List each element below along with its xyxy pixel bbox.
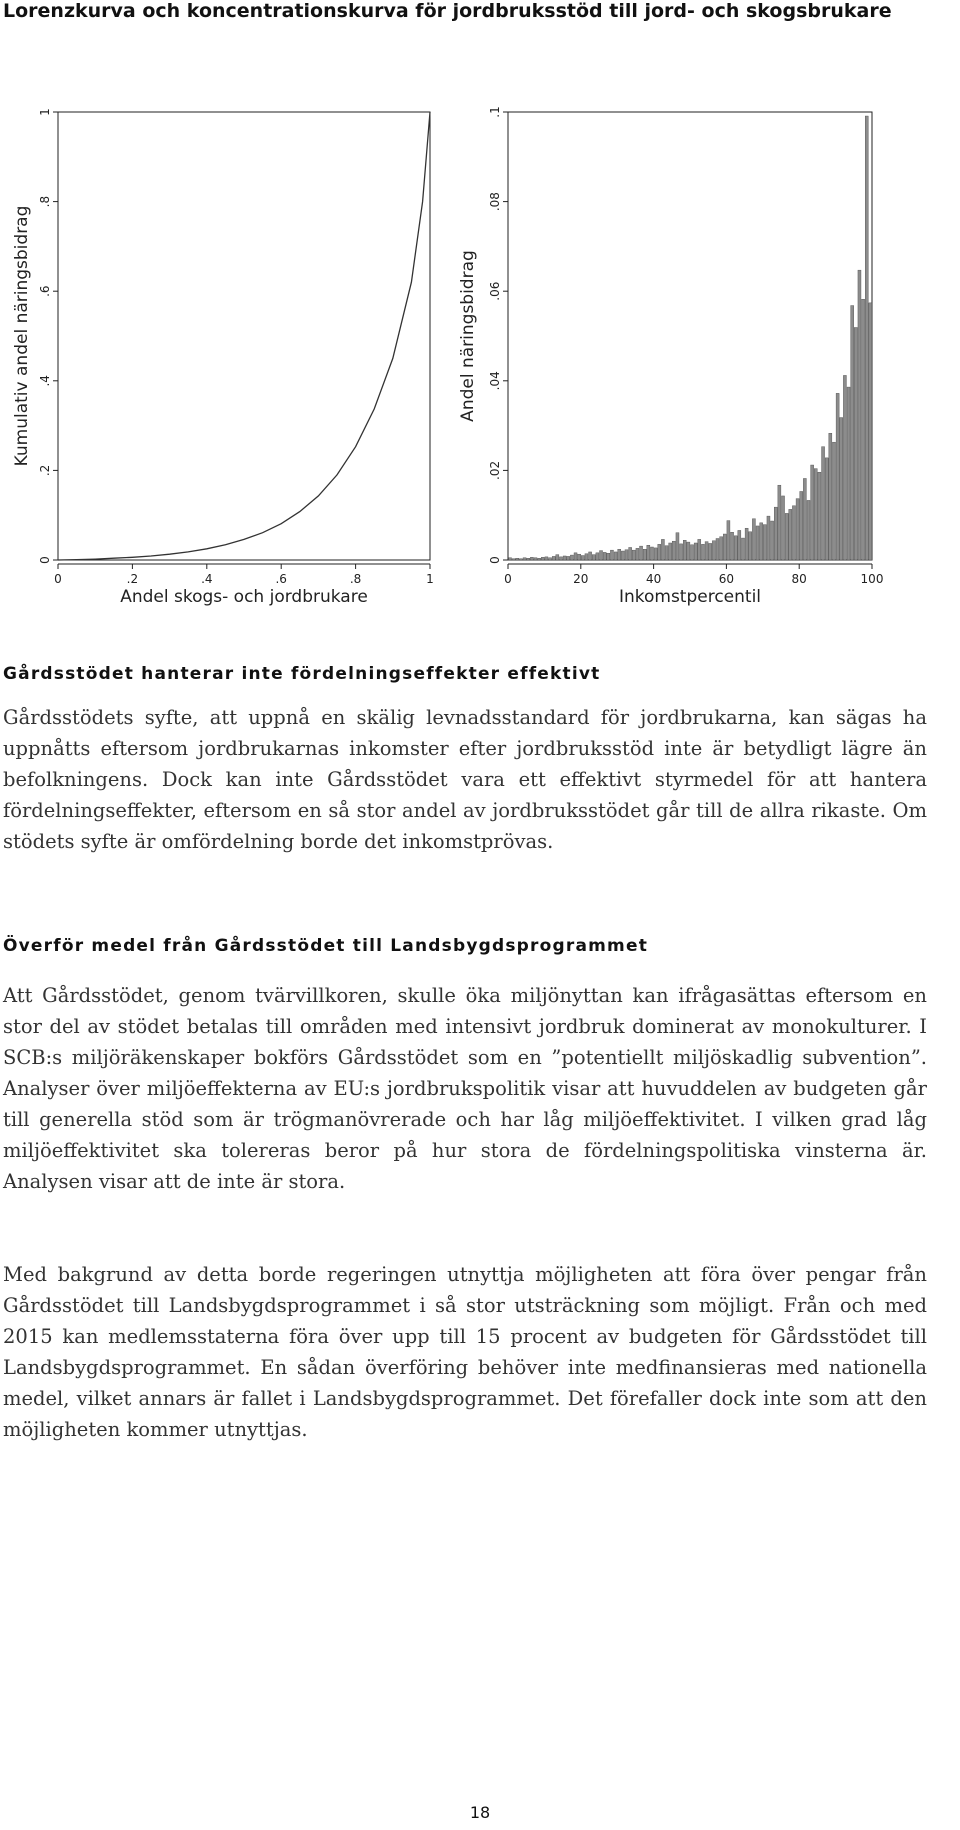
- concentration-x-tick-label: 20: [573, 572, 589, 586]
- concentration-bar: [869, 303, 872, 560]
- concentration-bar: [851, 306, 854, 560]
- concentration-x-tick-label: 80: [791, 572, 807, 586]
- concentration-bar: [822, 447, 825, 560]
- concentration-bar: [847, 387, 850, 560]
- concentration-bar: [814, 469, 817, 560]
- lorenz-y-tick-label: .6: [38, 285, 52, 297]
- concentration-bar: [701, 544, 704, 560]
- concentration-x-tick-label: 40: [645, 572, 662, 586]
- concentration-bar: [585, 554, 588, 560]
- lorenz-x-axis-title: Andel skogs- och jordbrukare: [120, 587, 368, 607]
- concentration-bar: [807, 500, 810, 560]
- lorenz-curve-line: [58, 112, 430, 560]
- concentration-bar: [592, 555, 595, 560]
- concentration-bar: [676, 533, 679, 560]
- lorenz-y-axis-title: Kumulativ andel näringsbidrag: [12, 205, 32, 467]
- concentration-bar: [778, 485, 781, 560]
- concentration-bar: [618, 549, 621, 560]
- concentration-bar: [691, 545, 694, 560]
- concentration-bar: [589, 552, 592, 560]
- section-heading-distribution: Gårdsstödet hanterar inte fördelningseffekter effektivt: [3, 664, 601, 684]
- concentration-bar: [858, 270, 861, 560]
- lorenz-y-tick-label: 0: [38, 556, 52, 564]
- concentration-bar: [792, 506, 795, 560]
- section-heading-transfer: Överför medel från Gårdsstödet till Landsbygdsprogrammet: [3, 936, 649, 956]
- concentration-bar: [803, 478, 806, 560]
- concentration-bar: [731, 532, 734, 560]
- concentration-bar: [621, 551, 624, 560]
- concentration-bar: [749, 532, 752, 560]
- concentration-bar: [574, 553, 577, 560]
- concentration-bar: [680, 544, 683, 560]
- concentration-x-tick-label: 60: [718, 572, 735, 586]
- concentration-bar: [836, 393, 839, 560]
- concentration-bar: [771, 521, 774, 560]
- lorenz-x-tick-label: .8: [349, 572, 362, 586]
- paragraph-recommendation: Med bakgrund av detta borde regeringen utnyttja möjligheten att föra över pengar från Gårdsstödet till Landsbygdsprogrammet i så stor utsträckning som möjligt. Från och med 2015 kan medlemsstaterna föra över upp till 15 procent av budgeten för Gårdsstödet till Landsbygdsprogrammet. En sådan överföring behöver inte medfinansieras med nationella medel, vilket annars är fallet i Landsbygdsprogrammet. Det förefaller dock inte som att den möjligheten kommer utnyttjas.: [3, 1263, 927, 1441]
- concentration-bar: [650, 547, 653, 560]
- concentration-bar: [581, 556, 584, 560]
- concentration-bar: [720, 537, 723, 560]
- concentration-bar: [640, 546, 643, 560]
- concentration-bar: [811, 465, 814, 560]
- concentration-bar: [752, 519, 755, 560]
- concentration-bar: [818, 472, 821, 560]
- concentration-bar: [825, 458, 828, 560]
- concentration-bar: [665, 546, 668, 560]
- concentration-bar: [600, 551, 603, 560]
- concentration-x-tick-label: 100: [860, 572, 884, 586]
- paragraph-distribution: Gårdsstödets syfte, att uppnå en skälig levnadsstandard för jordbrukarna, kan sägas ha uppnåtts eftersom jordbrukarnas inkomster efter jordbruksstöd inte är betydligt lägre än befolkningens. Dock kan inte Gårdsstödet vara ett effektivt styrmedel för att hantera fördelningseffekter, eftersom en så stor andel av jordbruksstödet går till de allra rikaste. Om stödets syfte är omfördelning borde det inkomstprövas.: [3, 706, 927, 853]
- concentration-bar: [774, 507, 777, 560]
- lorenz-y-tick-label: .2: [38, 464, 52, 477]
- concentration-bar: [741, 538, 744, 560]
- figure-title: Lorenzkurva och koncentrationskurva för jordbruksstöd till jord- och skogsbrukare: [3, 0, 892, 22]
- lorenz-plot-frame: [58, 112, 430, 560]
- concentration-bar: [800, 491, 803, 560]
- concentration-bar: [629, 547, 632, 560]
- lorenz-x-tick-label: .6: [275, 572, 287, 586]
- figures: [0, 96, 900, 616]
- concentration-bar: [789, 509, 792, 560]
- concentration-bar: [516, 558, 519, 560]
- concentration-bar: [705, 542, 708, 560]
- concentration-bar: [610, 550, 613, 560]
- concentration-y-tick-label: .06: [488, 281, 502, 301]
- concentration-bar: [683, 540, 686, 560]
- concentration-bar: [643, 549, 646, 560]
- concentration-x-tick-label: 0: [504, 572, 512, 586]
- page-number: 18: [469, 1803, 491, 1822]
- concentration-bar: [556, 555, 559, 560]
- concentration-bar: [654, 548, 657, 560]
- concentration-bar: [658, 544, 661, 560]
- concentration-bar: [632, 550, 635, 560]
- concentration-bar: [509, 558, 512, 560]
- concentration-bar: [669, 543, 672, 560]
- concentration-bar: [512, 559, 515, 560]
- concentration-bar: [636, 548, 639, 560]
- concentration-bar: [767, 516, 770, 560]
- concentration-bar: [549, 558, 552, 560]
- concentration-bar: [647, 545, 650, 560]
- concentration-bar: [527, 558, 530, 560]
- concentration-bar: [607, 553, 610, 560]
- concentration-bar: [534, 558, 537, 560]
- concentration-bar: [541, 557, 544, 560]
- concentration-bar: [760, 523, 763, 560]
- concentration-bar: [712, 541, 715, 560]
- concentration-bar: [552, 556, 555, 560]
- concentration-bar: [559, 557, 562, 560]
- lorenz-y-tick-label: 1: [38, 108, 52, 116]
- concentration-bar: [782, 496, 785, 560]
- concentration-bar: [745, 528, 748, 560]
- concentration-bar: [578, 554, 581, 560]
- concentration-bar: [530, 557, 533, 560]
- concentration-y-tick-label: .02: [488, 460, 502, 480]
- concentration-bar: [727, 521, 730, 560]
- concentration-y-axis-title: Andel näringsbidrag: [458, 250, 478, 422]
- lorenz-x-tick-label: .4: [201, 572, 213, 586]
- paragraph-environment: Att Gårdsstödet, genom tvärvillkoren, skulle öka miljönyttan kan ifrågasättas eftersom en stor del av stödet betalas till områden med intensivt jordbruk dominerat av monokulturer. I SCB:s miljöräkenskaper bokförs Gårdsstödet som en ”potentiellt miljöskadlig subvention”. Analyser över miljöeffekterna av EU:s jordbrukspolitik visar att huvuddelen av budgeten går till generella stöd som är trögmanövrerade och har låg miljöeffektivitet. I vilken grad låg miljöeffektivitet ska tolereras beror på hur stora de fördelningspolitiska vinsterna är. Analysen visar att de inte är stora.: [3, 984, 927, 1193]
- lorenz-x-tick-label: 0: [54, 572, 62, 586]
- concentration-y-tick-label: 0: [488, 556, 502, 564]
- concentration-bar: [563, 556, 566, 560]
- concentration-bar: [832, 442, 835, 560]
- concentration-bar: [694, 543, 697, 560]
- lorenz-y-tick-label: .4: [38, 375, 52, 387]
- concentration-chart: [458, 106, 883, 607]
- lorenz-x-tick-label: 1: [426, 572, 434, 586]
- lorenz-y-tick-label: .8: [38, 195, 52, 208]
- concentration-bar: [672, 541, 675, 560]
- concentration-bar: [698, 539, 701, 560]
- concentration-bar: [570, 555, 573, 560]
- concentration-bar: [843, 375, 846, 560]
- concentration-bar: [716, 539, 719, 561]
- concentration-bar: [840, 418, 843, 560]
- concentration-bar: [567, 556, 570, 560]
- concentration-bar: [519, 559, 522, 560]
- concentration-bar: [538, 558, 541, 560]
- concentration-bar: [523, 558, 526, 560]
- concentration-bar: [829, 433, 832, 560]
- concentration-bar: [603, 552, 606, 560]
- lorenz-chart: [12, 108, 434, 607]
- concentration-y-tick-label: .1: [488, 106, 502, 118]
- concentration-bar: [785, 513, 788, 560]
- concentration-bar: [756, 526, 759, 560]
- concentration-bar: [723, 534, 726, 560]
- concentration-bar: [862, 299, 865, 560]
- concentration-bar: [763, 525, 766, 560]
- concentration-y-tick-label: .08: [488, 192, 502, 212]
- concentration-bar: [545, 557, 548, 560]
- concentration-bar: [661, 539, 664, 560]
- concentration-x-axis-title: Inkomstpercentil: [618, 587, 762, 607]
- concentration-bar: [614, 552, 617, 560]
- concentration-bar: [796, 499, 799, 560]
- concentration-bar: [596, 553, 599, 560]
- concentration-bar: [709, 543, 712, 560]
- lorenz-x-tick-label: .2: [126, 572, 139, 586]
- concentration-bar: [734, 536, 737, 560]
- concentration-bar: [625, 550, 628, 560]
- concentration-y-tick-label: .04: [488, 371, 502, 391]
- concentration-bar: [738, 530, 741, 560]
- concentration-bar: [854, 327, 857, 560]
- concentration-bar: [865, 116, 868, 560]
- concentration-bar: [687, 542, 690, 560]
